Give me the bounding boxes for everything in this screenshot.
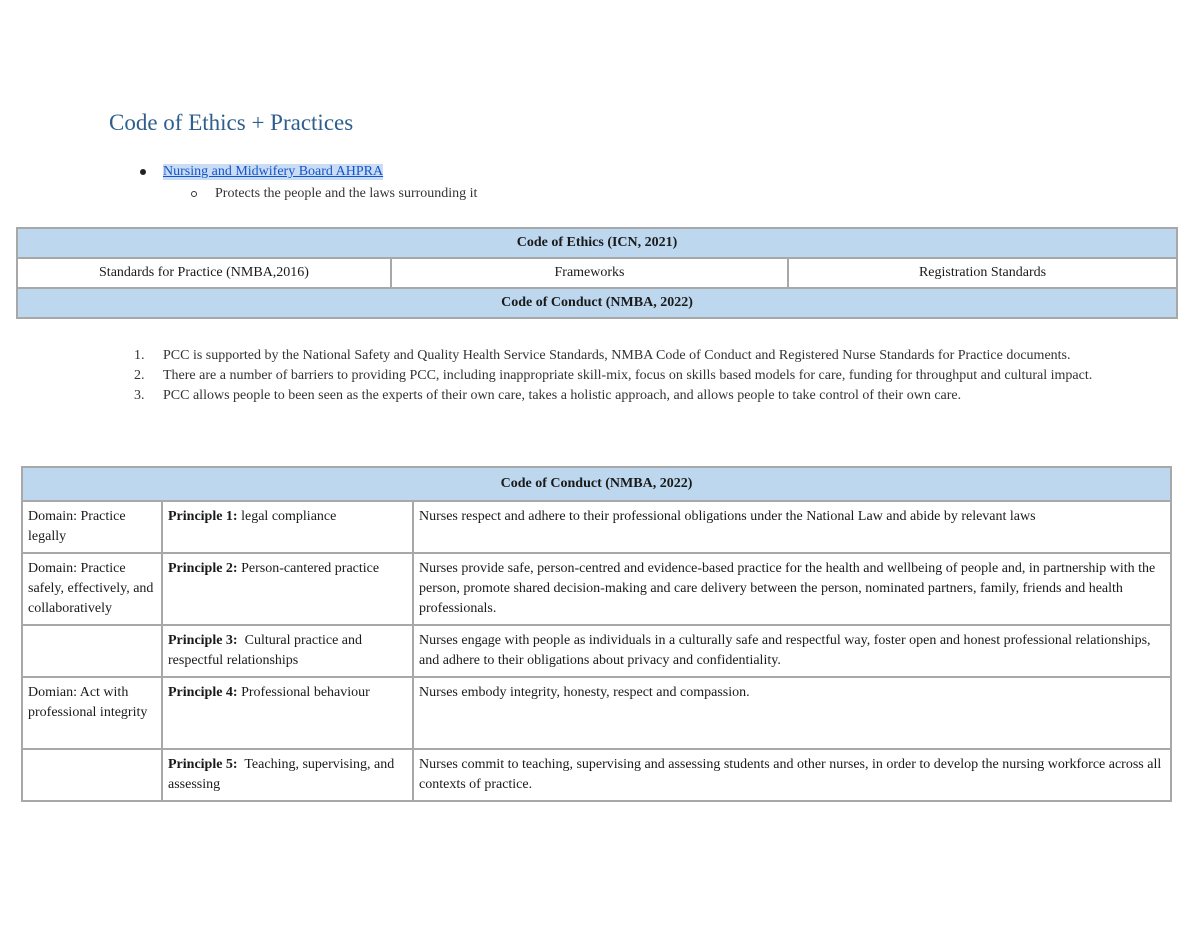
pcc-numbered-list (134, 346, 1094, 406)
list-text: There are a number of barriers to providing PCC, including inappropriate skill-mix, focus on skills based models for care, funding for throughput and cultural impact. (163, 368, 1093, 383)
bullet-list (140, 162, 477, 206)
description-cell: Nurses embody integrity, honesty, respect and compassion. (413, 677, 1171, 749)
list-item (134, 346, 1094, 366)
list-number: 3. (134, 388, 145, 403)
list-item (134, 386, 1094, 406)
hollow-bullet-icon (191, 191, 197, 197)
principle-text: Cultural practice and respectful relationships (168, 633, 366, 668)
list-number: 1. (134, 348, 145, 363)
table-row (22, 625, 1171, 677)
nmba-ahpra-link[interactable]: Nursing and Midwifery Board AHPRA (163, 164, 384, 179)
ethics-framework-table (16, 227, 1178, 319)
table-row (22, 749, 1171, 801)
domain-cell: Domain: Practice safely, effectively, and collaboratively (22, 553, 162, 625)
principle-cell (162, 553, 413, 625)
principle-label: Principle 1: (168, 509, 238, 524)
table-row (22, 553, 1171, 625)
sub-list-item (191, 182, 477, 206)
domain-cell: Domian: Act with professional integrity (22, 677, 162, 749)
table-row (22, 677, 1171, 749)
principle-text: Person-cantered practice (237, 561, 380, 576)
domain-cell: Domain: Practice legally (22, 501, 162, 553)
domain-cell (22, 749, 162, 801)
domain-cell (22, 625, 162, 677)
list-text: PCC is supported by the National Safety and Quality Health Service Standards, NMBA Code of Conduct and Registered Nurse Standards for Practice documents. (163, 348, 1071, 363)
frameworks-cell: Frameworks (391, 258, 788, 288)
conduct-footer-cell: Code of Conduct (NMBA, 2022) (17, 288, 1177, 318)
principle-label: Principle 2: (168, 561, 238, 576)
principle-cell (162, 677, 413, 749)
bullet-icon (140, 169, 146, 175)
description-cell: Nurses commit to teaching, supervising and assessing students and other nurses, in order to develop the nursing workforce across all contexts of practice. (413, 749, 1171, 801)
principle-cell (162, 625, 413, 677)
conduct-table-header: Code of Conduct (NMBA, 2022) (22, 467, 1171, 501)
principle-label: Principle 4: (168, 685, 238, 700)
conduct-table (21, 466, 1172, 802)
principle-label: Principle 3: (168, 633, 238, 648)
ethics-header-cell: Code of Ethics (ICN, 2021) (17, 228, 1177, 258)
table-row (22, 501, 1171, 553)
description-cell: Nurses engage with people as individuals in a culturally safe and respectful way, foster open and honest professional relationships, and adhere to their obligations about privacy and confidentiality. (413, 625, 1171, 677)
registration-cell: Registration Standards (788, 258, 1177, 288)
principle-text: Teaching, supervising, and assessing (168, 757, 398, 792)
sub-item-text: Protects the people and the laws surrounding it (215, 186, 478, 201)
description-cell: Nurses respect and adhere to their professional obligations under the National Law and abide by relevant laws (413, 501, 1171, 553)
principle-cell (162, 749, 413, 801)
list-item (140, 162, 477, 182)
standards-cell: Standards for Practice (NMBA,2016) (17, 258, 391, 288)
principle-text: Professional behaviour (237, 685, 370, 700)
description-cell: Nurses provide safe, person-centred and evidence-based practice for the health and wellbeing of people and, in partnership with the person, promote shared decision-making and care delivery between the person, nominated partners, family, friends and health professionals. (413, 553, 1171, 625)
principle-label: Principle 5: (168, 757, 238, 772)
list-text: PCC allows people to been seen as the experts of their own care, takes a holistic approach, and allows people to take control of their own care. (163, 388, 962, 403)
list-item (134, 366, 1094, 386)
list-number: 2. (134, 368, 145, 383)
principle-text: legal compliance (237, 509, 337, 524)
page-title: Code of Ethics + Practices (109, 110, 354, 135)
principle-cell (162, 501, 413, 553)
